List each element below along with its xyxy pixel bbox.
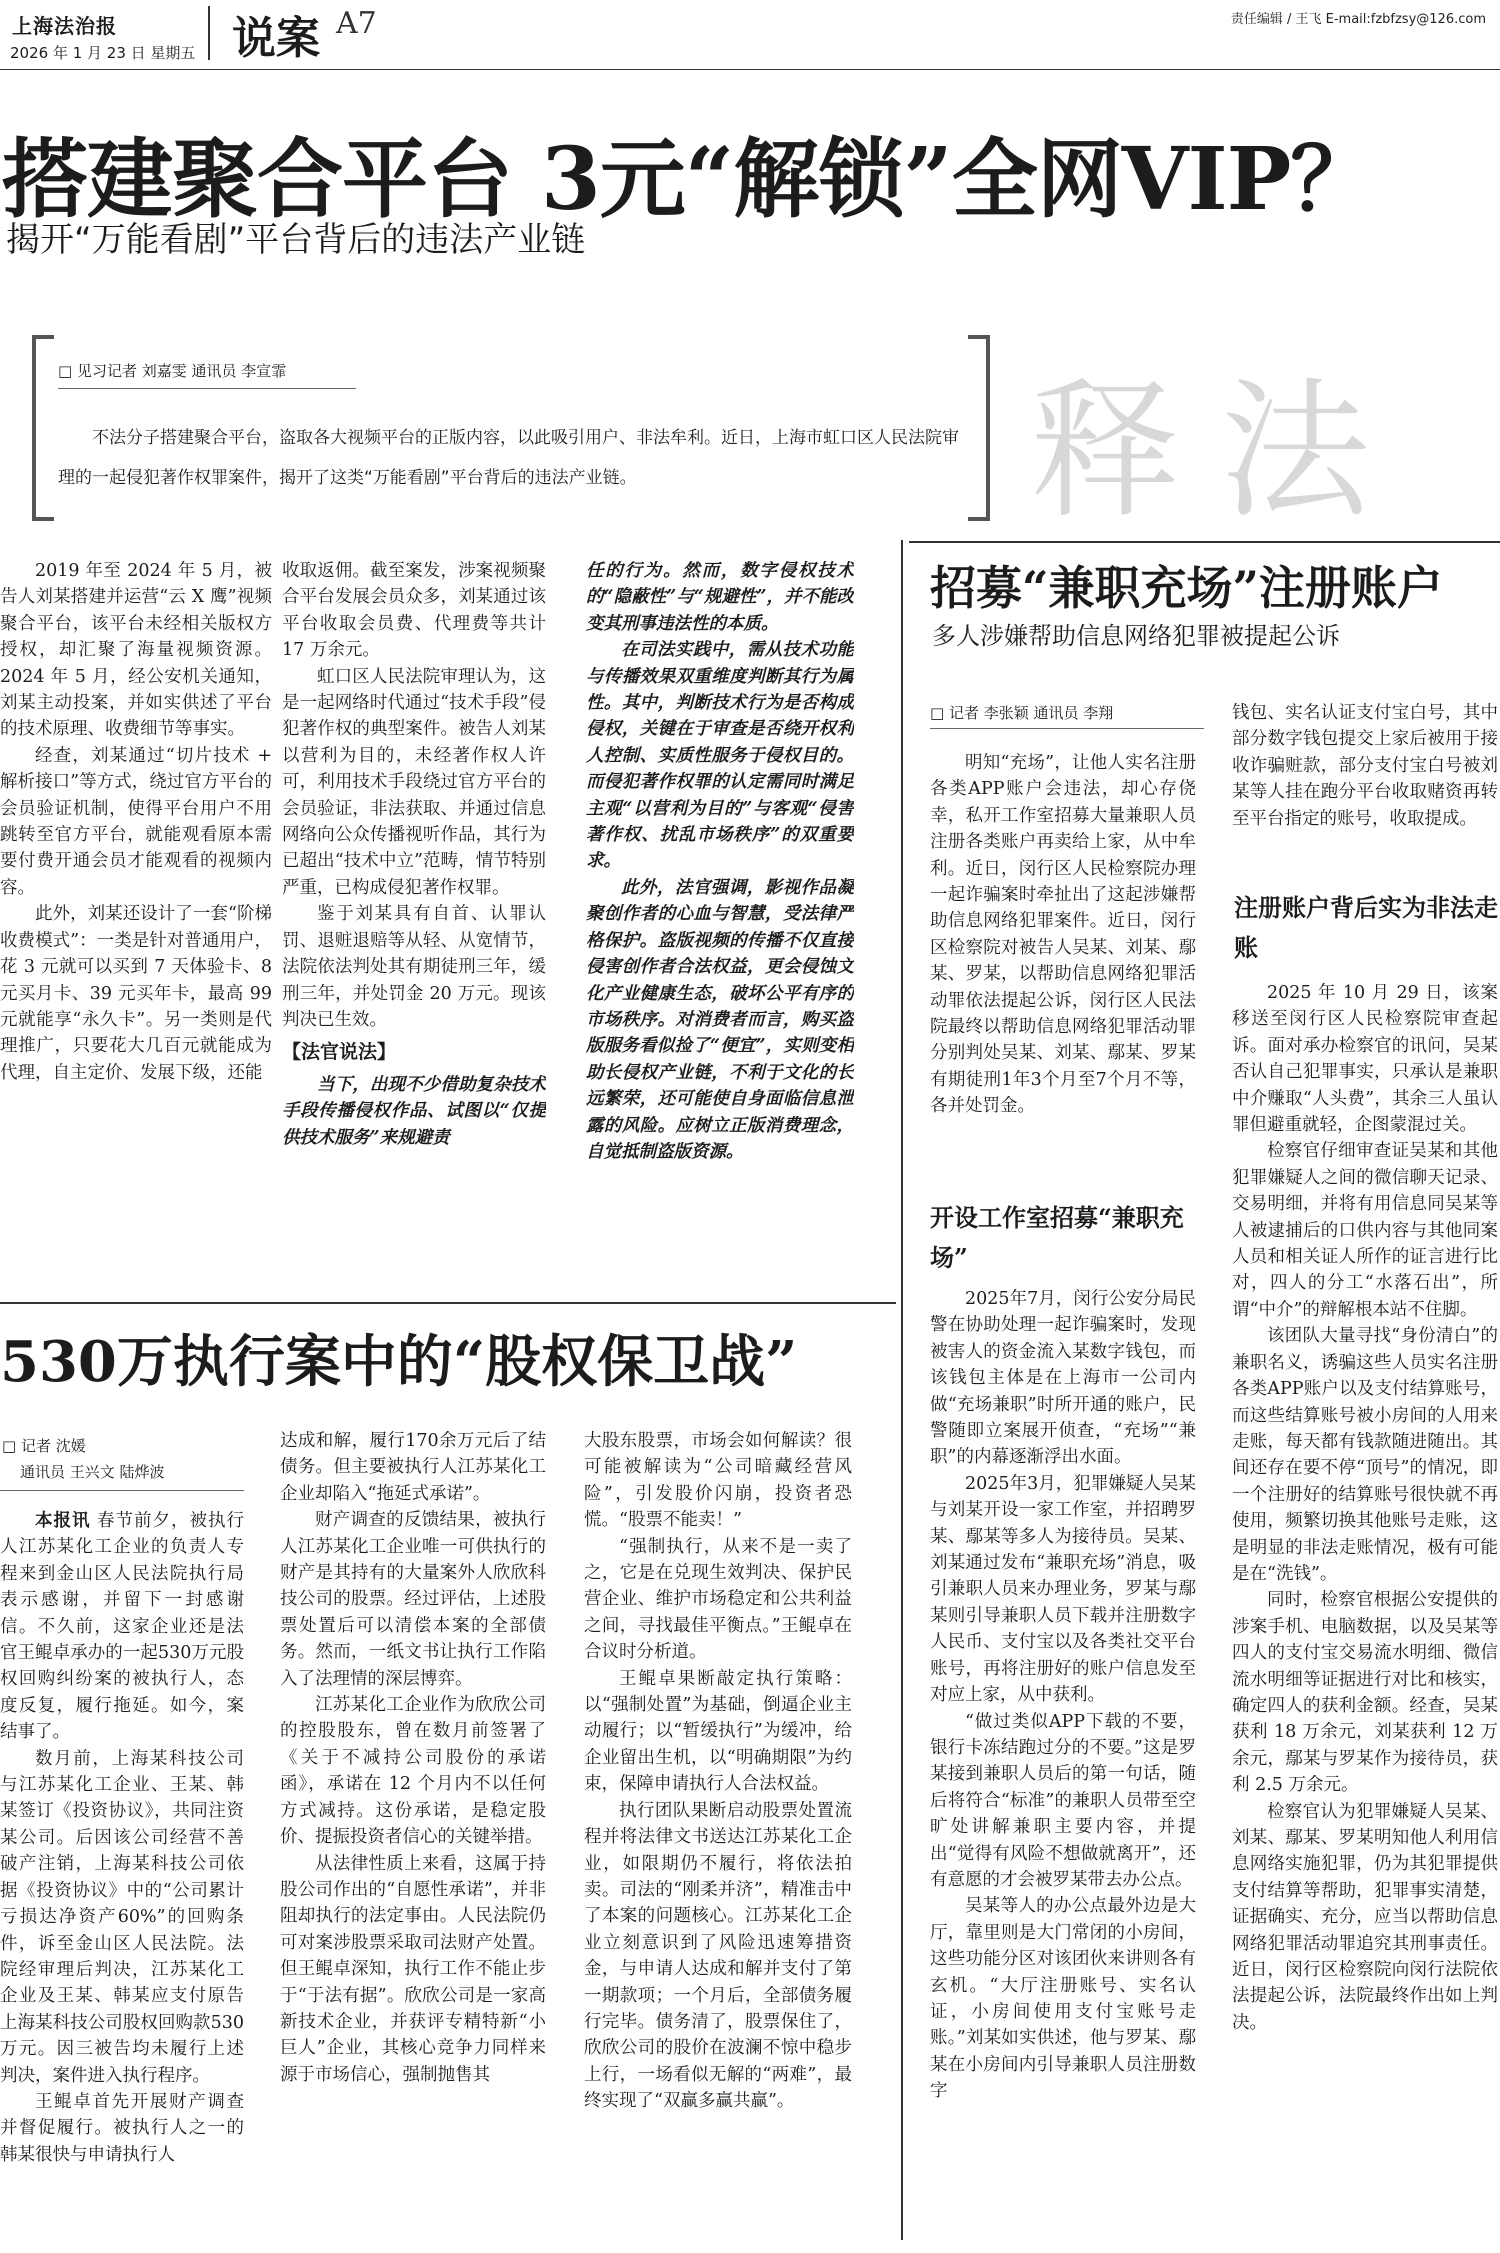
paragraph: 此外，法官强调，影视作品凝聚创作者的心血与智慧，受法律严格保护。盗版视频的传播不仅直接侵害创作者合法权益，更会侵蚀文化产业健康生态，破坏公平有序的市场秩序。对消费者而言，购买盗版服务看似捡了“便宜”，实则变相助长侵权产业链，不利于文化的长远繁荣，还可能使自身面临信息泄露的风险。应树立正版消费理念，自觉抵制盗版资源。 [586, 877, 854, 1162]
paragraph: 在司法实践中，需从技术功能与传播效果双重维度判断其行为属性。其中，判断技术行为是否构成侵权，关键在于审查是否绕开权利人控制、实质性服务于侵权目的。而侵犯著作权罪的认定需同时满足主观“以营利为目的”与客观“侵害著作权、扰乱市场秩序”的双重要求。 [586, 640, 854, 872]
byline-rule [58, 388, 356, 389]
paragraph: 从法律性质上来看，这属于持股公司作出的“自愿性承诺”，并非阻却执行的法定事由。人民法院仍可对案涉股票采取司法财产处置。但王鲲卓深知，执行工作不能止步于“于法有据”。欣欣公司是一家高新技术企业，并获评专精特新“小巨人”企业，其核心竞争力同样来源于市场信心，强制抛售其 [280, 1853, 546, 2085]
paragraph: 吴某等人的办公点最外边是大厅，靠里则是大门常闭的小房间，这些功能分区对该团伙来讲则各有玄机。“大厅注册账号、实名认证，小房间使用支付宝账号走账。”刘某如实供述，他与罗某、鄢某在小房间内引导兼职人员注册数字 [930, 1896, 1196, 2102]
paragraph: 检察官认为犯罪嫌疑人吴某、刘某、鄢某、罗某明知他人利用信息网络实施犯罪，仍为其犯罪提供支付结算等帮助，犯罪事实清楚，证据确实、充分，应当以帮助信息网络犯罪活动罪追究其刑事责任。近日，闵行区检察院向闵行法院依法提起公诉，法院最终作出如上判决。 [1232, 1801, 1498, 2033]
lead-text: 春节前夕，被执行人江苏某化工企业的负责人专程来到金山区人民法院执行局表示感谢，并留下一封感谢信。不久前，这家企业还是法官王鲲卓承办的一起530万元股权回购纠纷案的被执行人，态度反复，履行拖延。如今，案结事了。 [0, 1511, 244, 1743]
byline-rule [930, 728, 1204, 729]
paragraph: 财产调查的反馈结果，被执行人江苏某化工企业唯一可供执行的财产是其持有的大量案外人欣欣科技公司的股票。经过评估，上述股票处置后可以清偿本案的全部债务。然而，一纸文书让执行工作陷入了法理情的深层博弈。 [280, 1510, 546, 1689]
paragraph: 2019 年至 2024 年 5 月，被告人刘某搭建并运营“云 X 鹰”视频聚合平台，该平台未经相关版权方授权，却汇聚了海量视频资源。2024 年 5 月，经公安机关通知，刘某主动投案，并如实供述了平台的技术原理、收费细节等事实。 [0, 561, 272, 740]
paragraph: 检察官仔细审查证吴某和其他犯罪嫌疑人之间的微信聊天记录、交易明细，并将有用信息同吴某等人被逮捕后的口供内容与其他同案人员和相关证人所作的证言进行比对，四人的分工“水落石出”，所谓“中介”的辩解根本站不住脚。 [1232, 1141, 1498, 1320]
masthead-divider [208, 6, 210, 60]
page-number: A7 [336, 6, 377, 41]
section-name: 说案 [232, 13, 320, 64]
story3-byline: □ 记者 李张颖 通讯员 李翔 [930, 704, 1114, 722]
story3-subheadline: 多人涉嫌帮助信息网络犯罪被提起公诉 [932, 622, 1340, 650]
paragraph: 明知“充场”，让他人实名注册各类APP账户会违法，却心存侥幸，私开工作室招募大量兼职人员注册各类账户再卖给上家，从中牟利。近日，闵行区人民检察院办理一起诈骗案时牵扯出了这起涉嫌帮助信息网络犯罪案件。近日，闵行区检察院对被告人吴某、刘某、鄢某、罗某，以帮助信息网络犯罪活动罪依法提起公诉，闵行区人民法院最终以帮助信息网络犯罪活动罪分别判处吴某、刘某、鄢某、罗某有期徒刑1年3个月至7个月不等，各并处罚金。 [930, 753, 1196, 1117]
story3-column-2a [1232, 700, 1498, 880]
paragraph: 达成和解，履行170余万元后了结债务。但主要被执行人江苏某化工企业却陷入“拖延式承诺”。 [280, 1431, 546, 1504]
paragraph: 钱包、实名认证支付宝白号，其中部分数字钱包提交上家后被用于接收诈骗赃款，部分支付宝白号被刘某等人挂在跑分平台收取赌资再转至平台指定的账号，收取提成。 [1232, 703, 1498, 829]
story3-column-1b [930, 1286, 1196, 2253]
paragraph: 王鲲卓首先开展财产调查并督促履行。被执行人之一的韩某很快与申请执行人 [0, 2091, 244, 2165]
intro-bracket-left [32, 335, 54, 521]
paragraph: 任的行为。然而，数字侵权技术的“隐蔽性”与“规避性”，并不能改变其刑事违法性的本质。 [586, 561, 854, 634]
story3-column-2b [1232, 980, 1498, 2253]
story3-column-1a [930, 750, 1196, 1190]
story2-headline: 530万执行案中的“股权保卫战” [0, 1329, 798, 1395]
paragraph: 2025年3月，犯罪嫌疑人吴某与刘某开设一家工作室，并招聘罗某、鄢某等多人为接待员。吴某、刘某通过发布“兼职充场”消息，吸引兼职人员来办理业务，罗某与鄢某则引导兼职人员下载并注册数字人民币、支付宝以及各类社交平台账号，再将注册好的账户信息发至对应上家，从中获利。 [930, 1473, 1196, 1706]
paragraph: 虹口区人民法院审理认为，这是一起网络时代通过“技术手段”侵犯著作权的典型案件。被告人刘某以营利为目的，未经著作权人许可，利用技术手段绕过官方平台的会员验证，非法获取、并通过信息网络向公众传播视听作品，其行为已超出“技术中立”范畴，情节特别严重，已构成侵犯著作权罪。 [282, 666, 546, 898]
story2-byline [2, 1433, 242, 1485]
story-divider [909, 541, 1500, 543]
paragraph: “强制执行，从来不是一卖了之，它是在兑现生效判决、保护民营企业、维护市场稳定和公共利益之间，寻找最佳平衡点。”王鲲卓在合议时分析道。 [584, 1536, 852, 1663]
paragraph: 2025 年 10 月 29 日，该案移送至闵行区人民检察院审查起诉。面对承办检察官的讯问，吴某否认自己犯罪事实，只承认是兼职中介赚取“人头费”，其余三人虽认罪但避重就轻，企图蒙混过关。 [1232, 983, 1498, 1136]
paragraph: 2025年7月，闵行公安分局民警在协助处理一起诈骗案时，发现被害人的资金流入某数字钱包，而该钱包主体是在上海市一公司内做“充场兼职”时所开通的账户，民警随即立案展开侦查，“充场”“兼职”的内幕逐渐浮出水面。 [930, 1289, 1196, 1468]
paragraph: 执行团队果断启动股票处置流程并将法律文书送达江苏某化工企业，如限期仍不履行，将依法拍卖。司法的“刚柔并济”，精准击中了本案的问题核心。江苏某化工企业立刻意识到了风险迅速筹措资金，与申请人达成和解并支付了第一期款项；一个月后，全部债务履行完毕。债务清了，股票保住了，欣欣公司的股价在波澜不惊中稳步上行，一场看似无解的“两难”，最终实现了“双赢多赢共赢”。 [584, 1800, 852, 2112]
paragraph: 同时，检察官根据公安提供的涉案手机、电脑数据，以及吴某等四人的支付宝交易流水明细、微信流水明细等证据进行对比和核实，确定四人的获利金额。经查，吴某获利 18 万余元，刘某获利 12 万余元，鄢某与罗某作为接待员，获利 2.5 万余元。 [1232, 1590, 1498, 1796]
story2-column-1 [0, 1508, 244, 2253]
paper-name-logo: 上海法治报 [12, 14, 117, 38]
lead-label: 本报讯 [35, 1511, 91, 1531]
paragraph: 大股东股票，市场会如何解读？很可能被解读为“公司暗藏经营风险”，引发股价闪崩，投资者恐慌。“股票不能卖！” [584, 1431, 852, 1531]
paragraph: 经查，刘某通过“切片技术 + 解析接口”等方式，绕过官方平台的会员验证机制，使得平台用户不用跳转至官方平台，就能观看原本需要付费开通会员才能观看的视频内容。 [0, 745, 272, 898]
paragraph: 数月前，上海某科技公司与江苏某化工企业、王某、韩某签订《投资协议》，共同注资某公司。后因该公司经营不善破产注销，上海某科技公司依据《投资协议》中的“公司累计亏损达净资产60%”的回购条件，诉至金山区人民法院。法院经审理后判决，江苏某化工企业及王某、韩某应支付原告上海某科技公司股权回购款530万元。因三被告均未履行上述判决，案件进入执行程序。 [0, 1748, 244, 2086]
story3-subhead-2: 注册账户背后实为非法走账 [1234, 893, 1498, 962]
story3-subhead-1: 开设工作室招募“兼职充场” [930, 1203, 1184, 1272]
byline-line: □ 记者 沈媛 [2, 1437, 86, 1455]
story1-intro: 不法分子搭建聚合平台，盗取各大视频平台的正版内容，以此吸引用户、非法牟利。近日，上海市虹口区人民法院审理的一起侵犯著作权罪案件，揭开了这类“万能看剧”平台背后的违法产业链。 [58, 428, 959, 488]
main-subheadline: 揭开“万能看剧”平台背后的违法产业链 [6, 220, 586, 260]
column-divider [901, 540, 903, 2240]
issue-date: 2026 年 1 月 23 日 星期五 [10, 44, 196, 62]
intro-bracket-right [968, 335, 990, 521]
story1-column-2 [282, 558, 546, 1293]
paragraph: 江苏某化工企业作为欣欣公司的控股股东，曾在数月前签署了《关于不减持公司股份的承诺函》，承诺在 12 个月内不以任何方式减持。这份承诺，是稳定股价、提振投资者信心的关键举措。 [280, 1695, 546, 1848]
story1-byline: □ 见习记者 刘嘉雯 通讯员 李宣霏 [58, 362, 287, 380]
editor-info: 责任编辑 / 王飞 E-mail:fzbfzsy@126.com [1230, 12, 1486, 27]
main-headline: 搭建聚合平台 3元“解锁”全网VIP？ [2, 129, 1376, 230]
byline-line: 通讯员 王兴文 陆烨波 [20, 1463, 165, 1481]
paragraph: 收取返佣。截至案发，涉案视频聚合平台发展会员众多，刘某通过该平台收取会员费、代理费等共计 17 万余元。 [282, 561, 546, 661]
paragraph: 王鲲卓果断敲定执行策略：以“强制处置”为基础，倒逼企业主动履行；以“暂缓执行”为缓冲，给企业留出生机，以“明确期限”为约束，保障申请执行人合法权益。 [584, 1668, 852, 1795]
story1-column-3 [586, 558, 854, 1293]
paragraph: 当下，出现不少借助复杂技术手段传播侵权作品、试图以“仅提供技术服务”来规避责 [282, 1074, 546, 1148]
paragraph: 该团队大量寻找“身份清白”的兼职名义，诱骗这些人员实名注册各类APP账户以及支付结算账号，而这些结算账号被小房间的人用来走账，每天都有钱款随进随出。其间还存在要不停“顶号”的情况，即一个注册好的结算账号很快就不再使用，频繁切换其他账号走账，这是明显的非法走账情况，极有可能是在“洗钱”。 [1232, 1326, 1498, 1584]
paragraph: 此外，刘某还设计了一套“阶梯收费模式”：一类是针对普通用户，花 3 元就可以买到 7 天体验卡、8 元买月卡、39 元买年卡，最高 99 元就能享“永久卡”。另一类则是代理推广，只要花大几百元就能成为代理，自主定价、发展下级，还能 [0, 904, 272, 1083]
paragraph [0, 1508, 244, 1746]
judge-comment-heading: 【法官说法】 [282, 1041, 397, 1064]
paragraph: “做过类似APP下载的不要，银行卡冻结跑过分的不要。”这是罗某接到兼职人员后的第一句话，随后将符合“标准”的兼职人员带至空旷处讲解兼职主要内容，并提出“觉得有风险不想做就离开”，还有意愿的才会被罗某带去办公点。 [930, 1711, 1196, 1890]
story2-column-2 [280, 1428, 546, 2253]
story3-headline: 招募“兼职充场”注册账户 [930, 561, 1443, 615]
byline-rule [0, 1490, 244, 1491]
section-watermark: 释法 [1030, 365, 1411, 539]
story-divider [0, 1302, 896, 1304]
story1-column-1 [0, 558, 272, 1293]
story2-column-3 [584, 1428, 852, 2253]
paragraph: 鉴于刘某具有自首、认罪认罚、退赃退赔等从轻、从宽情节，法院依法判处其有期徒刑三年，缓刑三年，并处罚金 20 万元。现该判决已生效。 [282, 904, 546, 1030]
